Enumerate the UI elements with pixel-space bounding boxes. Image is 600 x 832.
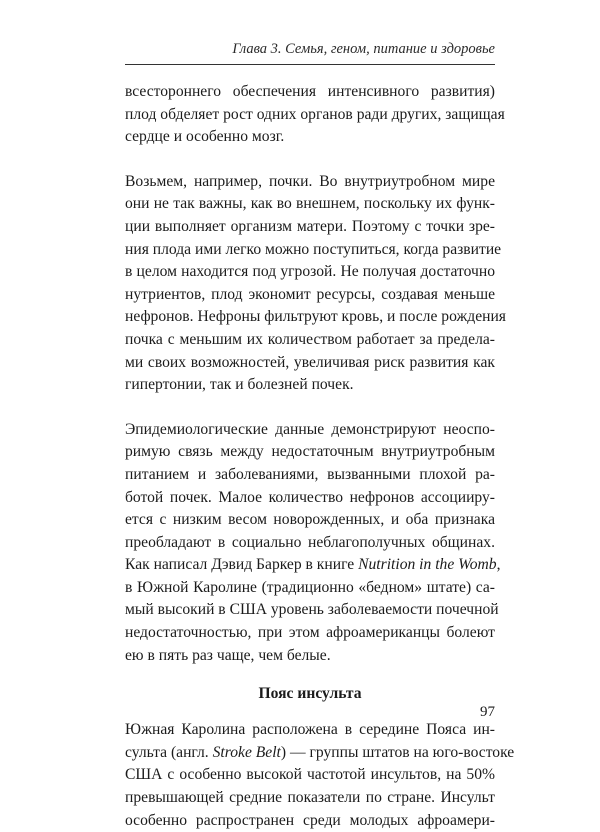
paragraph-2 bbox=[125, 171, 506, 397]
text-line: мый высокий в США уровень заболеваемости почечной bbox=[125, 601, 499, 619]
page-number: 97 bbox=[480, 704, 495, 720]
section-heading: Пояс инсульта bbox=[258, 685, 362, 703]
text-line: нефронов. Нефроны фильтруют кровь, и после рождения bbox=[125, 308, 506, 326]
text-line: почка с меньшим их количеством работает за предела- bbox=[125, 330, 495, 348]
text-line: ботой почек. Малое количество нефронов ассоцииру- bbox=[125, 488, 495, 506]
text-line: в Южной Каролине (традиционно «бедном» штате) са- bbox=[125, 578, 495, 596]
text-line-with-term bbox=[125, 742, 515, 765]
text-line: всестороннего обеспечения интенсивного развития) bbox=[125, 83, 495, 100]
text-line: Эпидемиологические данные демонстрируют неоспо- bbox=[125, 420, 495, 438]
text-line: питанием и заболеваниями, вызванными плохой ра- bbox=[125, 465, 495, 483]
section-paragraph bbox=[125, 719, 515, 832]
text-line: недостаточностью, при этом афроамериканцы болеют bbox=[125, 624, 495, 642]
text-line: преобладают в социально неблагополучных общинах. bbox=[125, 533, 495, 551]
text-line: ции выполняет организм матери. Поэтому с точки зре- bbox=[125, 217, 495, 235]
text-line: Возьмем, например, почки. Во внутриутробном мире bbox=[125, 172, 495, 190]
text-fragment: ) — группы штатов на юго-востоке bbox=[280, 743, 515, 761]
paragraph-3 bbox=[125, 419, 501, 668]
text-line: ется с низким весом новорожденных, и оба признака bbox=[125, 511, 495, 529]
text-line: гипертонии, так и болезней почек. bbox=[125, 376, 354, 394]
header-rule bbox=[125, 64, 495, 65]
text-line: ния плода ими легко можно поступиться, когда развитие bbox=[125, 240, 502, 258]
book-title: Nutrition in the Womb bbox=[358, 556, 497, 574]
text-line: Южная Каролина расположена в середине Пояса ин- bbox=[125, 721, 495, 739]
text-line: ми своих возможностей, увеличивая риск развития как bbox=[125, 353, 495, 371]
paragraph-1 bbox=[125, 81, 505, 149]
text-fragment: сульта (англ. bbox=[125, 743, 209, 761]
text-fragment: , bbox=[496, 556, 501, 574]
text-line: в целом находится под угрозой. Не получая достаточно bbox=[125, 263, 495, 281]
text-line: превышающей средние показатели по стране. Инсульт bbox=[125, 789, 495, 807]
text-line: плод обделяет рост одних органов ради других, защищая bbox=[125, 105, 505, 123]
text-line: ею в пять раз чаще, чем белые. bbox=[125, 646, 331, 664]
text-fragment: Как написал Дэвид Баркер в книге bbox=[125, 556, 355, 574]
text-line-with-book-title bbox=[125, 554, 501, 577]
text-line: нутриентов, плод экономит ресурсы, создавая меньше bbox=[125, 285, 495, 303]
running-header: Глава 3. Семья, геном, питание и здоровье bbox=[232, 41, 495, 57]
text-line: особенно распространен среди молодых афроамери- bbox=[125, 811, 495, 829]
text-line: США с особенно высокой частотой инсультов, на 50% bbox=[125, 766, 495, 784]
text-line: они не так важны, как во внешнем, поскольку их функ- bbox=[125, 195, 495, 213]
text-line: римую связь между недостаточным внутриутробным bbox=[125, 443, 495, 461]
text-line: сердце и особенно мозг. bbox=[125, 128, 285, 146]
english-term: Stroke Belt bbox=[212, 743, 281, 761]
